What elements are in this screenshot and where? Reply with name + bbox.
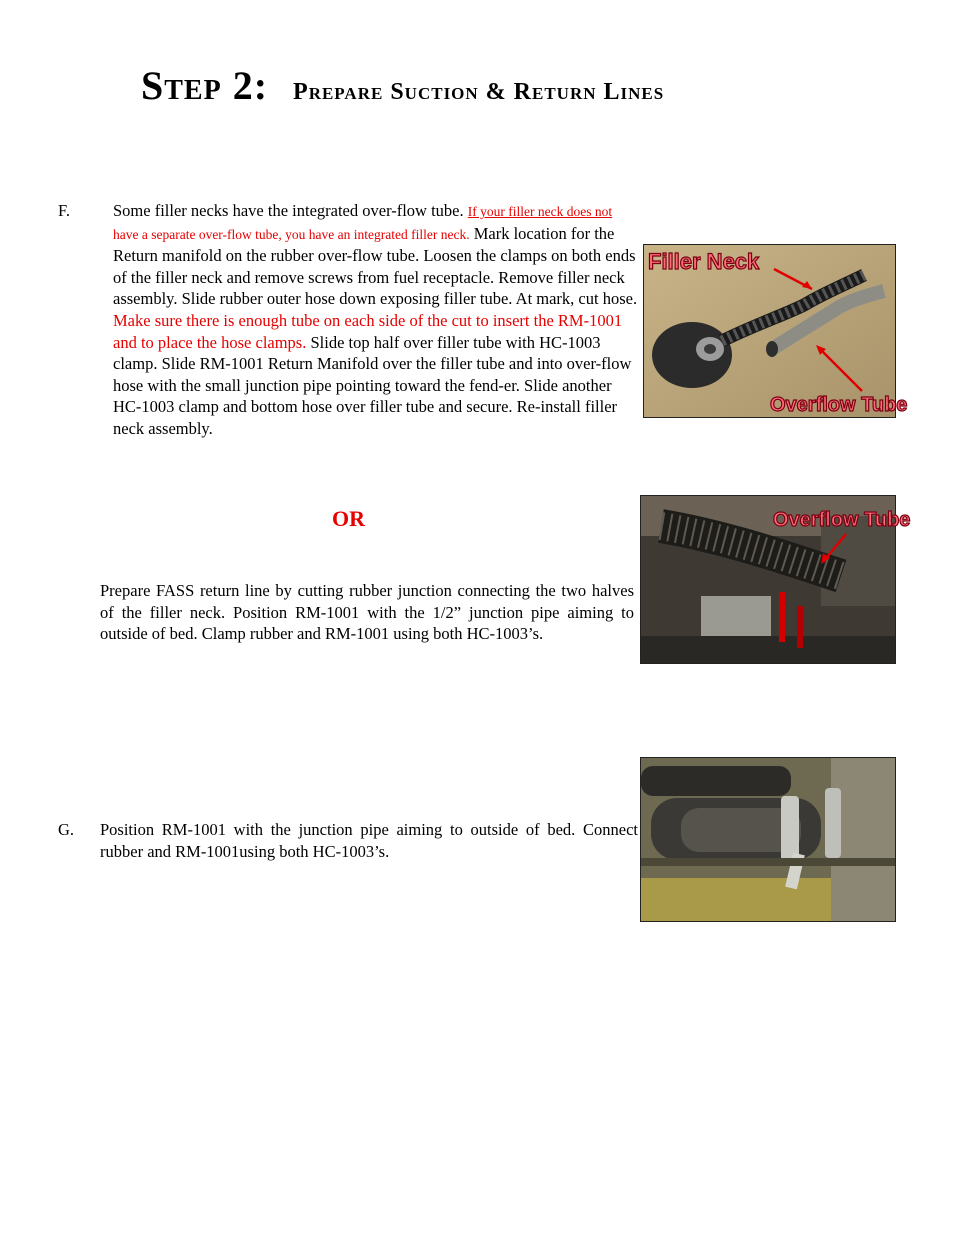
page-title bbox=[141, 62, 664, 109]
section-f-text-3: Slide top half over filler tube with HC-1003 clamp. Slide RM-1001 Return Manifold over the filler tube and into over-flow hose with the small junction pipe pointing toward the fend-er. Slide another HC-1003 clamp and bottom hose over filler tube and secure. Re-install filler neck assembly. bbox=[113, 332, 632, 438]
overflow-tube-tag-2: Overflow Tube bbox=[773, 509, 911, 531]
section-f-text-2: Mark location for the Return manifold on the rubber over-flow tube. Loosen the clamps on both ends of the filler neck and remove screws from fuel receptacle. Remove filler neck assembly. Slide rubber outer hose down exposing filler tube. At mark, cut hose. bbox=[113, 223, 638, 309]
return-manifold-photo bbox=[640, 757, 896, 922]
section-g-paragraph: Position RM-1001 with the junction pipe aiming to outside of bed. Connect rubber and RM-1001using both HC-1003’s. bbox=[100, 820, 638, 861]
step-heading: Step 2: bbox=[141, 63, 269, 108]
section-f-text-1: Some filler necks have the integrated over-flow tube. bbox=[113, 201, 468, 220]
section-f-note: have a separate over-flow tube, you have an integrated filler neck. bbox=[113, 226, 470, 242]
or-paragraph: Prepare FASS return line by cutting rubber junction connecting the two halves of the filler neck. Position RM-1001 with the 1/2” junction pipe aiming to outside of bed. Clamp rubber and RM-1001 using both HC-1003’s. bbox=[100, 581, 634, 644]
section-f-paragraph bbox=[113, 200, 640, 440]
section-f-note-underlined: If your filler neck does not bbox=[467, 204, 613, 219]
or-divider: OR bbox=[332, 506, 365, 531]
filler-neck-tag: Filler Neck bbox=[648, 249, 760, 274]
overflow-tube-tag-1: Overflow Tube bbox=[770, 394, 908, 416]
step-subtitle: Prepare Suction & Return Lines bbox=[293, 79, 665, 105]
overflow-tube-photo bbox=[640, 495, 911, 664]
filler-neck-photo bbox=[643, 244, 908, 418]
section-g-label: G. bbox=[58, 820, 75, 839]
section-f-label: F. bbox=[58, 201, 70, 220]
section-f-warning: Make sure there is enough tube on each side of the cut to insert the RM-1001 and to place the hose clamps. bbox=[113, 310, 623, 352]
